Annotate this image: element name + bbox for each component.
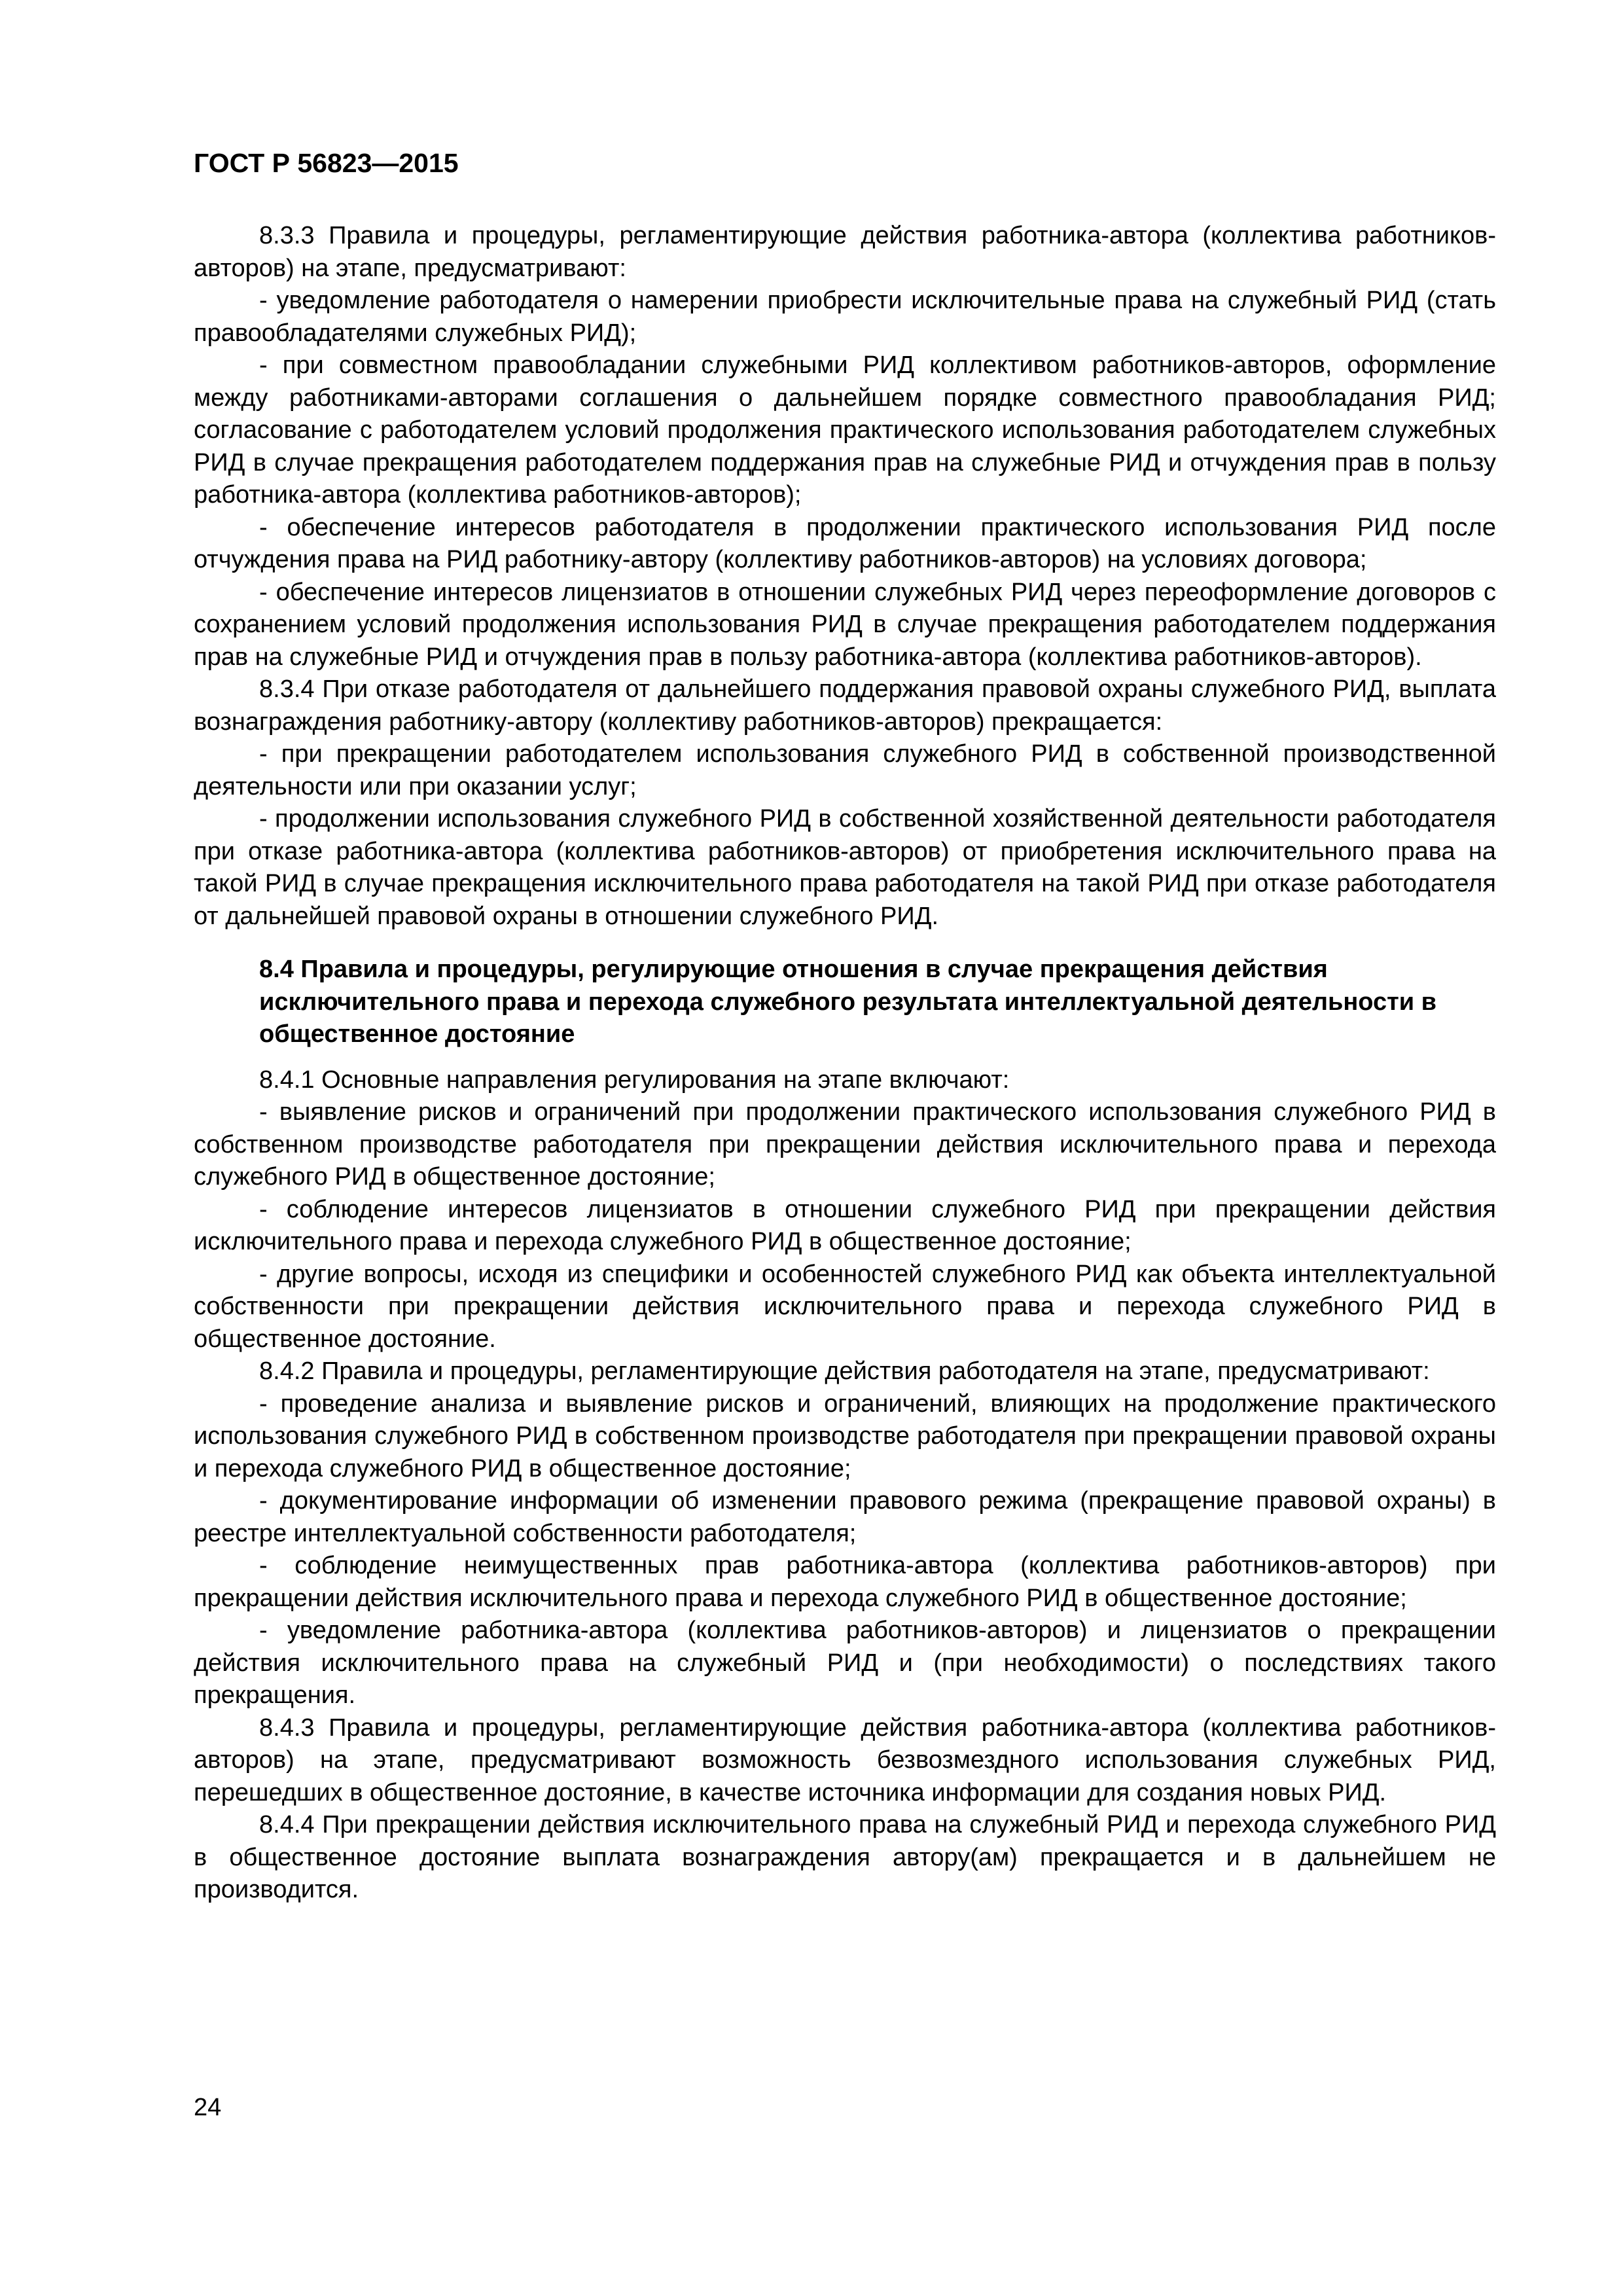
paragraph-8-4-4: 8.4.4 При прекращении действия исключительного права на служебный РИД и перехода служебного РИД в общественное достояние выплата вознаграждения автору(ам) прекращается и в дальнейшем не производится.	[194, 1811, 1496, 1903]
paragraph-8-4-1: 8.4.1 Основные направления регулирования на этапе включают:	[259, 1066, 1010, 1094]
paragraph-8-4-2: 8.4.2 Правила и процедуры, регламентирующие действия работодателя на этапе, предусматривают:	[259, 1357, 1430, 1385]
paragraph-8-3-4: 8.3.4 При отказе работодателя от дальнейшего поддержания правовой охраны служебного РИД, выплата вознаграждения работнику-автору (коллективу работников-авторов) прекращается:	[194, 675, 1496, 736]
paragraph-8-4-3: 8.4.3 Правила и процедуры, регламентирующие действия работника-автора (коллектива работников-авторов) на этапе, предусматривают возможность безвозмездного использования служебных РИД, перешедших в общественное достояние, в качестве источника информации для создания новых РИД.	[194, 1713, 1496, 1806]
list-item: - другие вопросы, исходя из специфики и особенностей служебного РИД как объекта интеллектуальной собственности при прекращении действия исключительного права и перехода служебного РИД в общественное достояние.	[194, 1260, 1496, 1353]
list-item: - документирование информации об изменении правового режима (прекращение правовой охраны) в реестре интеллектуальной собственности работодателя;	[194, 1487, 1496, 1547]
list-item: - соблюдение неимущественных прав работника-автора (коллектива работников-авторов) при прекращении действия исключительного права и перехода служебного РИД в общественное достояние;	[194, 1552, 1496, 1612]
document-body	[194, 220, 1496, 1907]
paragraph-8-3-3: 8.3.3 Правила и процедуры, регламентирующие действия работника-автора (коллектива работников-авторов) на этапе, предусматривают:	[194, 222, 1496, 282]
section-heading-8-4: 8.4 Правила и процедуры, регулирующие отношения в случае прекращения действия исключительного права и перехода служебного результата интеллектуальной деятельности в общественное достояние	[259, 956, 1437, 1048]
list-item: - при совместном правообладании служебными РИД коллективом работников-авторов, оформление между работниками-авторами соглашения о дальнейшем порядке совместного правообладания РИД; согласование с работодателем условий продолжения практического использования работодателем служебных РИД в случае прекращения работодателем поддержания прав на служебные РИД и отчуждения прав в пользу работника-автора (коллектива работников-авторов);	[194, 351, 1496, 509]
list-item: - обеспечение интересов работодателя в продолжении практического использования РИД после отчуждения права на РИД работнику-автору (коллективу работников-авторов) на условиях договора;	[194, 513, 1496, 573]
list-item: - выявление рисков и ограничений при продолжении практического использования служебного РИД в собственном производстве работодателя при прекращении действия исключительного права и перехода служебного РИД в общественное достояние;	[194, 1098, 1496, 1191]
list-item: - обеспечение интересов лицензиатов в отношении служебных РИД через переоформление договоров с сохранением условий продолжения использования РИД в случае прекращения работодателем поддержания прав на служебные РИД и отчуждения прав в пользу работника-автора (коллектива работников-авторов).	[194, 578, 1496, 671]
list-item: - при прекращении работодателем использования служебного РИД в собственной производственной деятельности или при оказании услуг;	[194, 740, 1496, 800]
list-item: - продолжении использования служебного РИД в собственной хозяйственной деятельности работодателя при отказе работника-автора (коллектива работников-авторов) от приобретения исключительного права на такой РИД в случае прекращения исключительного права работодателя на такой РИД при отказе работодателя от дальнейшей правовой охраны в отношении служебного РИД.	[194, 805, 1496, 930]
list-item: - уведомление работодателя о намерении приобрести исключительные права на служебный РИД (стать правообладателями служебных РИД);	[194, 287, 1496, 347]
document-code-header: ГОСТ Р 56823—2015	[194, 148, 459, 178]
list-item: - уведомление работника-автора (коллектива работников-авторов) и лицензиатов о прекращении действия исключительного права на служебный РИД и (при необходимости) о последствиях такого прекращения.	[194, 1617, 1496, 1709]
list-item: - соблюдение интересов лицензиатов в отношении служебного РИД при прекращении действия исключительного права и перехода служебного РИД в общественное достояние;	[194, 1195, 1496, 1255]
list-item: - проведение анализа и выявление рисков и ограничений, влияющих на продолжение практического использования служебного РИД в собственном производстве работодателя при прекращении правовой охраны и перехода служебного РИД в общественное достояние;	[194, 1390, 1496, 1482]
page-number: 24	[194, 2094, 222, 2121]
